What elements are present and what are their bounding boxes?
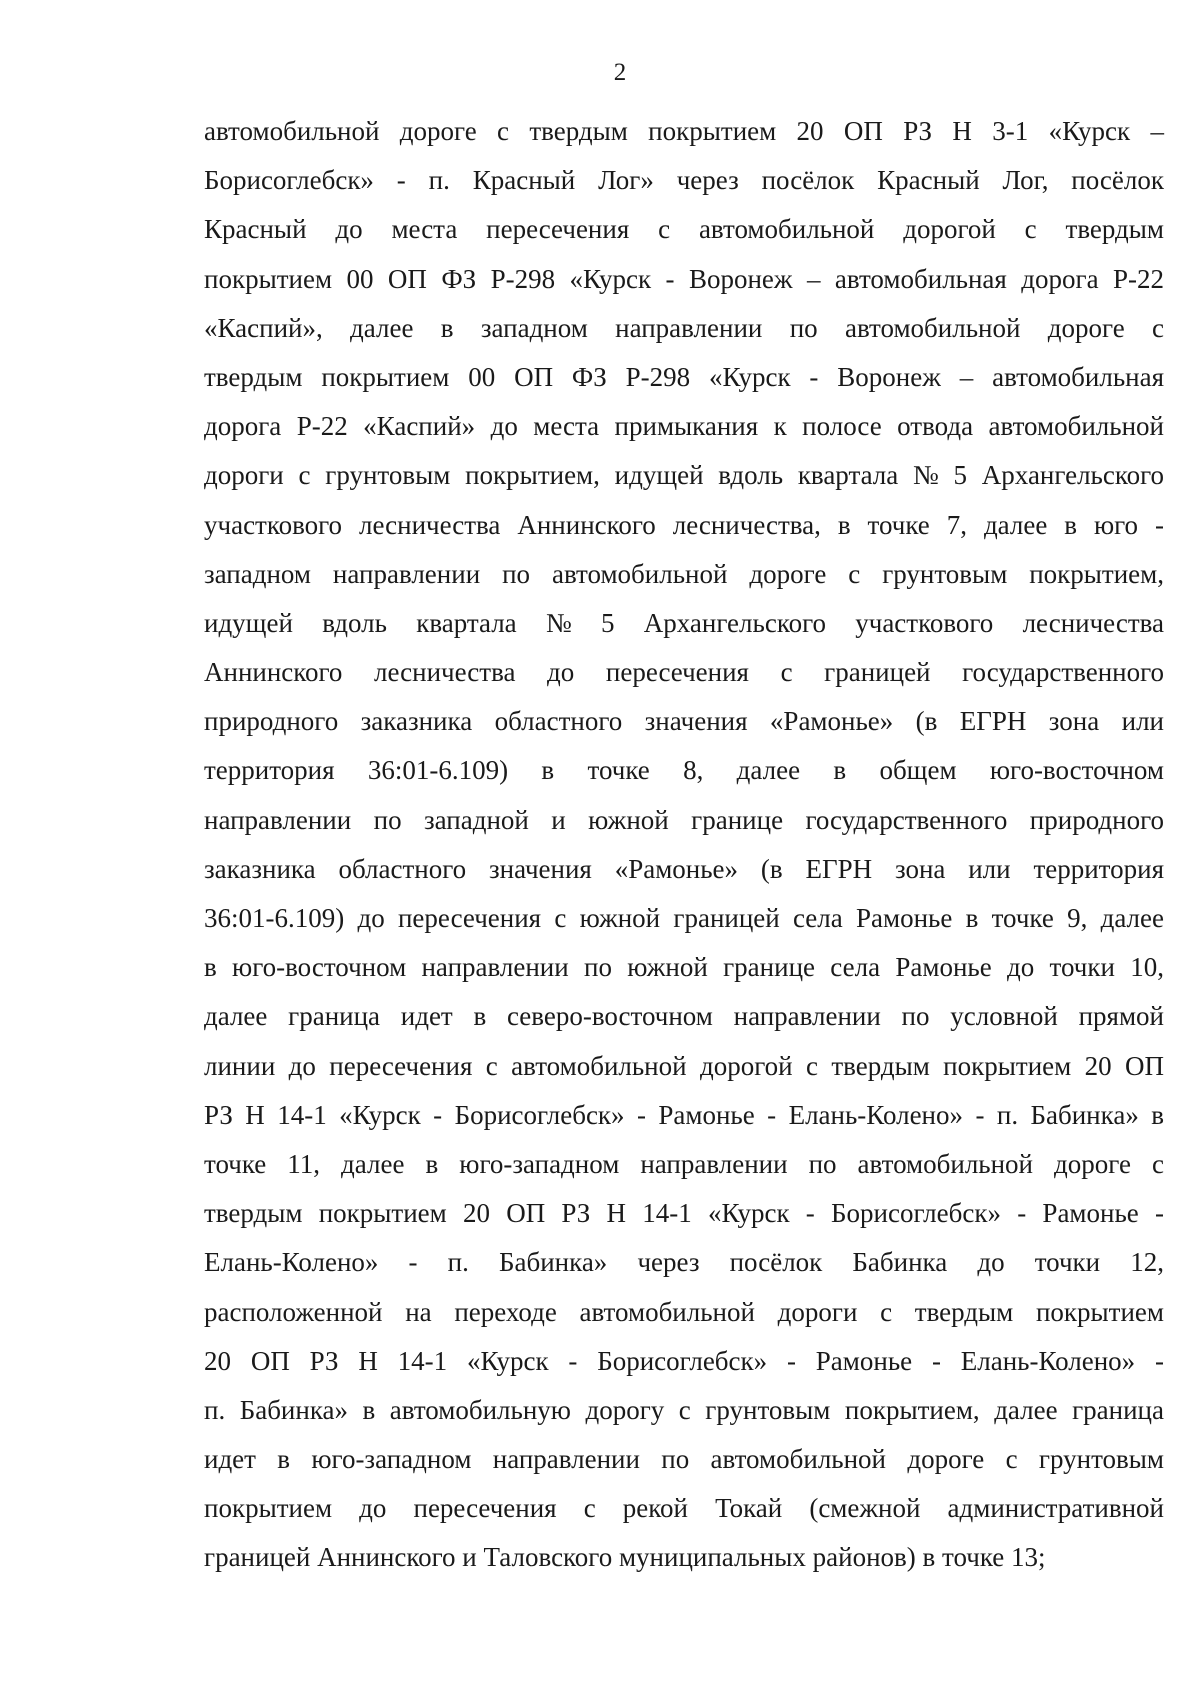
text-line: автомобильной дороге с твердым покрытием 20 ОП РЗ Н 3-1 «Курск –: [204, 116, 1164, 146]
text-line: далее граница идет в северо-восточном направлении по условной прямой: [204, 1001, 1164, 1032]
text-line: Аннинского лесничества до пересечения с границей государственного: [204, 657, 1164, 688]
text-line: дорога Р-22 «Каспий» до места примыкания к полосе отвода автомобильной: [204, 411, 1164, 442]
text-line: твердым покрытием 20 ОП РЗ Н 14-1 «Курск - Борисоглебск» - Рамонье -: [204, 1198, 1164, 1229]
body-text: [204, 107, 1164, 1583]
page-number: 2: [613, 59, 627, 86]
text-line: территория 36:01-6.109) в точке 8, далее в общем юго-восточном: [204, 755, 1164, 786]
text-line: Борисоглебск» - п. Красный Лог» через посёлок Красный Лог, посёлок: [204, 165, 1164, 196]
text-line: РЗ Н 14-1 «Курск - Борисоглебск» - Рамонье - Елань-Колено» - п. Бабинка» в: [204, 1099, 1164, 1130]
text-line: 36:01-6.109) до пересечения с южной границей села Рамонье в точке 9, далее: [204, 903, 1164, 933]
text-line: расположенной на переходе автомобильной дороги с твердым покрытием: [204, 1296, 1164, 1327]
text-line: дороги с грунтовым покрытием, идущей вдоль квартала № 5 Архангельского: [204, 460, 1164, 491]
text-line: покрытием до пересечения с рекой Токай (смежной административной: [204, 1493, 1164, 1524]
text-line: границей Аннинского и Таловского муниципальных районов) в точке 13;: [204, 1542, 1046, 1573]
text-line: «Каспий», далее в западном направлении по автомобильной дороге с: [204, 312, 1164, 343]
text-line: Елань-Колено» - п. Бабинка» через посёлок Бабинка до точки 12,: [204, 1247, 1164, 1278]
text-line: заказника областного значения «Рамонье» (в ЕГРН зона или территория: [204, 853, 1164, 884]
text-line: твердым покрытием 00 ОП ФЗ Р-298 «Курск - Воронеж – автомобильная: [204, 361, 1164, 392]
text-line: 20 ОП РЗ Н 14-1 «Курск - Борисоглебск» - Рамонье - Елань-Колено» -: [204, 1345, 1164, 1376]
text-line: в юго-восточном направлении по южной границе села Рамонье до точки 10,: [204, 952, 1164, 983]
text-line: точке 11, далее в юго-западном направлении по автомобильной дороге с: [204, 1148, 1164, 1179]
text-line: направлении по западной и южной границе государственного природного: [204, 804, 1164, 835]
text-line: идет в юго-западном направлении по автомобильной дороге с грунтовым: [204, 1444, 1164, 1475]
text-line: западном направлении по автомобильной дороге с грунтовым покрытием,: [204, 558, 1164, 589]
text-line: покрытием 00 ОП ФЗ Р-298 «Курск - Воронеж – автомобильная дорога Р-22: [204, 263, 1164, 294]
text-line: линии до пересечения с автомобильной дорогой с твердым покрытием 20 ОП: [204, 1050, 1164, 1081]
text-line: п. Бабинка» в автомобильную дорогу с грунтовым покрытием, далее граница: [204, 1394, 1164, 1425]
text-line: идущей вдоль квартала № 5 Архангельского участкового лесничества: [204, 607, 1164, 638]
text-line: Красный до места пересечения с автомобильной дорогой с твердым: [204, 214, 1164, 245]
text-line: участкового лесничества Аннинского лесничества, в точке 7, далее в юго -: [204, 509, 1164, 540]
text-line: природного заказника областного значения «Рамонье» (в ЕГРН зона или: [204, 706, 1164, 737]
